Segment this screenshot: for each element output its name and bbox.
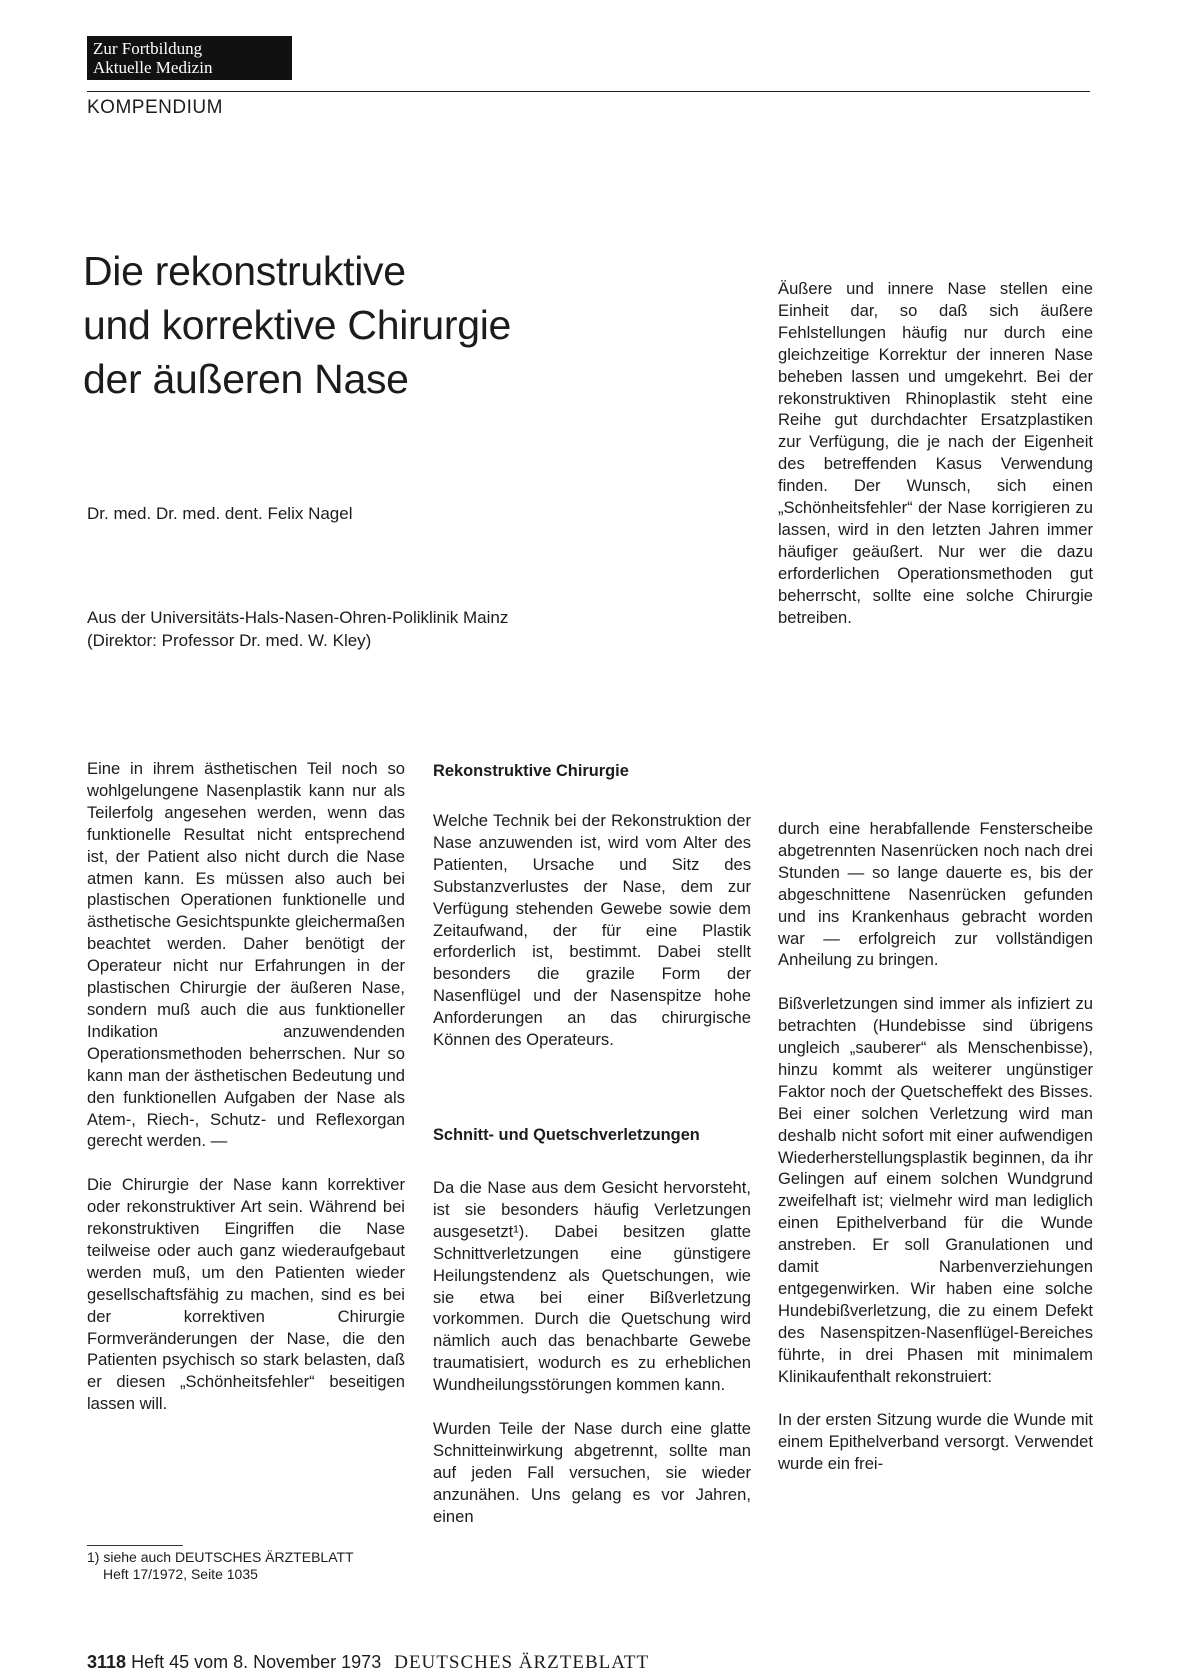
column-3 [778, 818, 1093, 1475]
column-2-block-2 [433, 1177, 751, 1527]
journal-name: DEUTSCHES ÄRZTEBLATT [394, 1652, 650, 1673]
affiliation-line-2: (Direktor: Professor Dr. med. W. Kley) [87, 631, 372, 650]
paragraph: Die Chirurgie der Nase kann korrektiver oder rekonstruktiver Art sein. Während bei rekonstruktiven Eingriffen die Nase teilweise oder auch ganz wiederaufgebaut werden muß, um den Patienten wieder gesellschaftsfähig zu machen, sind es bei der korrektiven Chirurgie Formveränderungen der Nase, die den Patienten psychisch so stark belasten, daß er diesen „Schönheitsfehler“ beseitigen lassen will. [87, 1175, 405, 1414]
footnote-rule [87, 1545, 183, 1546]
section-label: KOMPENDIUM [87, 97, 223, 118]
title-line-3: der äußeren Nase [83, 356, 409, 402]
affiliation-line-1: Aus der Universitäts-Hals-Nasen-Ohren-Poliklinik Mainz [87, 608, 509, 627]
footnote-line-1: 1) siehe auch DEUTSCHES ÄRZTEBLATT [87, 1549, 354, 1565]
paragraph: In der ersten Sitzung wurde die Wunde mit einem Epithelverband versorgt. Verwendet wurde ein frei- [778, 1410, 1093, 1474]
issue-info: Heft 45 vom 8. November 1973 [131, 1652, 382, 1672]
page-number: 3118 [87, 1652, 127, 1672]
page-footer [87, 1652, 649, 1674]
paragraph: Welche Technik bei der Rekonstruktion der Nase anzuwenden ist, wird vom Alter des Patienten, Ursache und Sitz des Substanzverlustes der Nase, dem zur Verfügung stehenden Gewebe sowie dem Zeitaufwand, der für eine Plastik erforderlich ist, bestimmt. Dabei stellt besonders die grazile Form der Nasenflügel und der Nasenspitze hohe Anforderungen an das chirurgische Können des Operateurs. [433, 811, 751, 1050]
footnote-line-2: Heft 17/1972, Seite 1035 [103, 1566, 258, 1582]
footnote [87, 1549, 354, 1583]
paragraph: durch eine herabfallende Fensterscheibe abgetrennten Nasenrücken noch nach drei Stunden — so lange dauerte es, bis der abgeschnittene Nasenrücken gefunden und ins Krankenhaus gebracht worden war — erfolgreich zur vollständigen Anheilung zu bringen. [778, 819, 1093, 970]
author-line: Dr. med. Dr. med. dent. Felix Nagel [87, 504, 353, 523]
header-rule [87, 91, 1090, 92]
column-2-block-1 [433, 810, 751, 1051]
paragraph: Eine in ihrem ästhetischen Teil noch so wohlgelungene Nasenplastik kann nur als Teilerfolg angesehen werden, wenn das funktionelle Resultat nicht entsprechend ist, der Patient also nicht durch die Nase atmen kann. Es müssen also auch bei plastischen Operationen funktionelle und ästhetische Gesichtspunkte gleichermaßen beachtet werden. Daher benötigt der Operateur nicht nur Erfahrungen in der plastischen Chirurgie der äußeren Nase, sondern muß auch die aus funktioneller Indikation anzuwendenden Operationsmethoden beherrschen. Nur so kann man der ästhetischen Bedeutung und den funktionellen Aufgaben der Nase als Atem-, Riech-, Schutz- und Reflexorgan gerecht werden. — [87, 759, 405, 1151]
column-1 [87, 758, 405, 1415]
intro-abstract [778, 278, 1093, 629]
category-tag-line2: Aktuelle Medizin [93, 58, 213, 77]
heading-cut-crush-injuries: Schnitt- und Quetschverletzungen [433, 1126, 700, 1144]
paragraph: Äußere und innere Nase stellen eine Einheit dar, so daß sich äußere Fehlstellungen häufig nur durch eine gleichzeitige Korrektur der inneren Nase beheben lassen und umgekehrt. Bei der rekonstruktiven Rhinoplastik steht eine Reihe gut durchdachter Ersatzplastiken zur Verfügung, die je nach der Eigenheit des betreffenden Kasus Verwendung finden. Der Wunsch, sich einen „Schönheitsfehler“ der Nase korrigieren zu lassen, wird in den letzten Jahren immer häufiger geäußert. Nur wer die dazu erforderlichen Operationsmethoden gut beherrscht, sollte eine solche Chirurgie betreiben. [778, 279, 1093, 627]
category-tag [87, 36, 292, 80]
title-line-1: Die rekonstruktive [83, 248, 406, 294]
heading-reconstructive: Rekonstruktive Chirurgie [433, 762, 629, 780]
paragraph: Wurden Teile der Nase durch eine glatte Schnitteinwirkung abgetrennt, sollte man auf jeden Fall versuchen, sie wieder anzunähen. Uns gelang es vor Jahren, einen [433, 1418, 751, 1526]
paragraph: Da die Nase aus dem Gesicht hervorsteht, ist sie besonders häufig Verletzungen ausgesetzt¹). Dabei besitzen glatte Schnittverletzungen eine günstigere Heilungstendenz als Quetschungen, wie sie etwa bei einer Bißverletzung vorkommen. Durch die Quetschung wird nämlich auch das benachbarte Gewebe traumatisiert, wodurch es zu erheblichen Wundheilungsstörungen kommen kann. [433, 1178, 751, 1395]
title-line-2: und korrektive Chirurgie [83, 302, 512, 348]
affiliation [87, 606, 508, 652]
category-tag-line1: Zur Fortbildung [93, 39, 203, 58]
article-title [83, 244, 683, 406]
paragraph: Bißverletzungen sind immer als infiziert zu betrachten (Hundebisse sind übrigens ungleich „sauberer“ als Menschenbisse), hinzu kommt als weiterer ungünstiger Faktor noch der Quetscheffekt des Bisses. Bei einer solchen Verletzung wird man deshalb nicht sofort mit einer aufwendigen Wiederherstellungsplastik beginnen, da ihr Gelingen auf einem solchen Wundgrund zweifelhaft ist; vielmehr wird man lediglich einen Epithelverband für die Wunde anstreben. Er soll Granulationen und damit Narbenverziehungen entgegenwirken. Wir haben eine solche Hundebißverletzung, die zu einem Defekt des Nasenspitzen-Nasenflügel-Bereiches führte, in drei Phasen mit minimalem Klinikaufenthalt rekonstruiert: [778, 994, 1093, 1386]
